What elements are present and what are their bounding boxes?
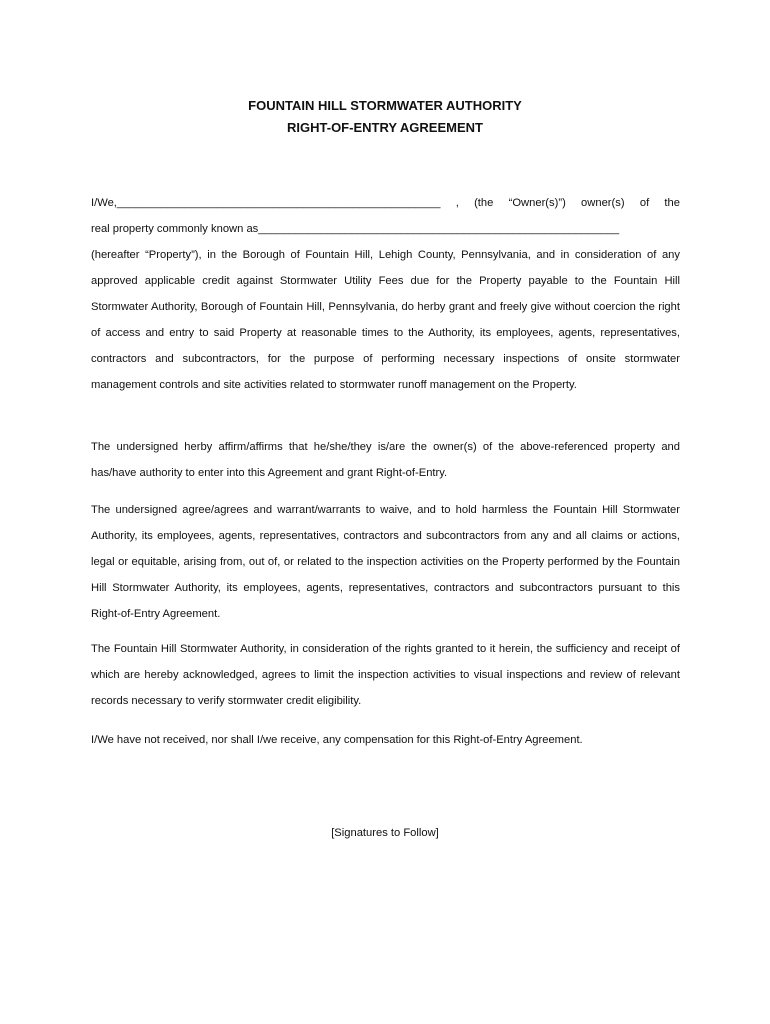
hold-harmless-text: The undersigned agree/agrees and warrant/warrants to waive, and to hold harmless the Fountain Hill Stormwater Authority, its employees, agents, representatives, contractors and subcontractors from any and all claims or actions, legal or equitable, arising from, out of, or related to the inspection activities on the Property performed by the Fountain Hill Stormwater Authority, its employees, agents, representatives, contractors and subcontractors pursuant to this Right-of-Entry Agreement.	[91, 504, 680, 620]
paragraph-ownership-affirmation	[91, 434, 680, 486]
inspection-limits-text: The Fountain Hill Stormwater Authority, in consideration of the rights granted to it herein, the sufficiency and receipt of which are hereby acknowledged, agrees to limit the inspection activities to visual inspections and review of relevant records necessary to verify stormwater credit eligibility.	[91, 643, 680, 707]
paragraph-inspection-limits	[91, 636, 680, 714]
paragraph-owner-grant	[91, 190, 680, 398]
title-authority: FOUNTAIN HILL STORMWATER AUTHORITY	[248, 98, 522, 113]
signatures-note: [Signatures to Follow]	[331, 827, 439, 839]
property-address-line: real property commonly known as__________________________________________________________	[91, 223, 620, 235]
paragraph-hold-harmless	[91, 497, 680, 627]
title-agreement: RIGHT-OF-ENTRY AGREEMENT	[287, 120, 483, 135]
document-title	[0, 95, 770, 139]
compensation-text: I/We have not received, nor shall I/we receive, any compensation for this Right-of-Entry Agreement.	[91, 734, 583, 746]
affirmation-text: The undersigned herby affirm/affirms that he/she/they is/are the owner(s) of the above-referenced property and has/have authority to enter into this Agreement and grant Right-of-Entry.	[91, 441, 680, 479]
grant-text: (hereafter “Property”), in the Borough of Fountain Hill, Lehigh County, Pennsylvania, and in consideration of any approved applicable credit against Stormwater Utility Fees due for the Property payable to the Fountain Hill Stormwater Authority, Borough of Fountain Hill, Pennsylvania, do herby grant and freely give without coercion the right of access and entry to said Property at reasonable times to the Authority, its employees, agents, representatives, contractors and subcontractors, for the purpose of performing necessary inspections of onsite stormwater management controls and site activities related to stormwater runoff management on the Property.	[91, 249, 680, 391]
paragraph-compensation	[91, 727, 680, 753]
owner-name-line: I/We,____________________________________________________ , (the “Owner(s)”) owner(s) of the	[91, 197, 680, 209]
